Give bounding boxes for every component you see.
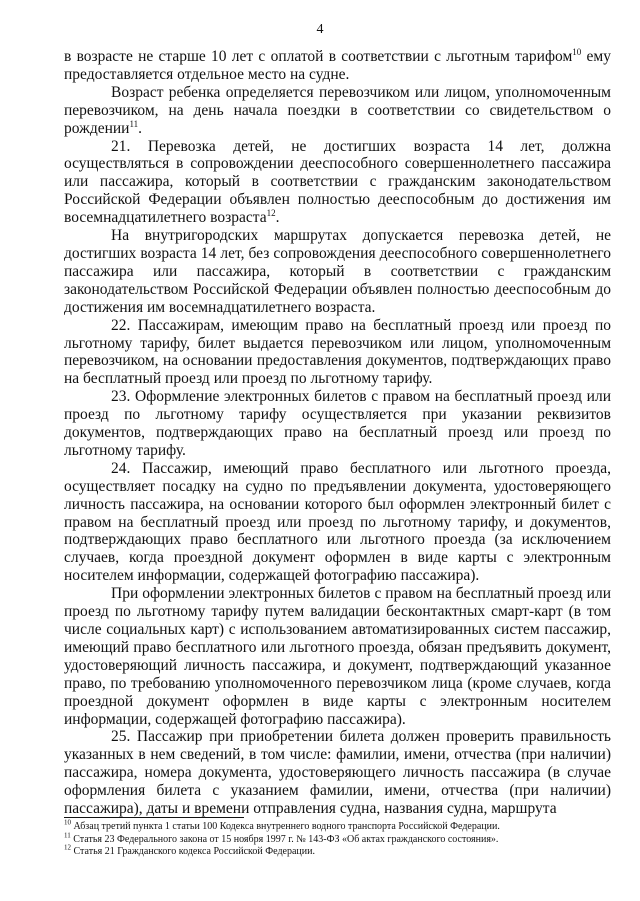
document-body: [64, 48, 611, 818]
paragraph-text: 22. Пассажирам, имеющим право на бесплатный проезд или проезд по льготному тарифу, билет выдается перевозчиком или лицом, уполномоченным перевозчиком, на основании предоставления документов, подтверждающих право на бесплатный проезд или проезд по льготному тарифу.: [64, 316, 611, 388]
footnote-mark: 10: [64, 818, 71, 827]
paragraph-text: 21. Перевозка детей, не достигших возраста 14 лет, должна осуществляться в сопровождении дееспособного совершеннолетнего пассажира или пассажира, который в соответствии с гражданским законодательством Российской Федерации объявлен полностью дееспособным до достижения им восемнадцатилетнего возраста: [64, 137, 611, 227]
footnote: [64, 831, 611, 847]
footnote: [64, 843, 611, 859]
paragraph-text: На внутригородских маршрутах допускается перевозка детей, не достигших возраста 14 лет, без сопровождения дееспособного совершеннолетнего пассажира или пассажира, который в соответствии с гражданским законодательством Российской Федерации объявлен полностью дееспособным до достижения им восемнадцатилетнего возраста.: [64, 227, 611, 316]
paragraph-text: .: [275, 209, 280, 227]
paragraph: [64, 138, 611, 228]
paragraph-text: 25. Пассажир при приобретении билета должен проверить правильность указанных в нем сведений, в том числе: фамилии, имени, отчества (при наличии) пассажира, номера документа, удостоверяющего личность пассажира (в случае оформления билета с указанием фамилии, имени, отчества (при наличии) пассажира), даты и времени отправления судна, названия судна, маршрута: [64, 728, 611, 818]
footnotes: [64, 818, 611, 859]
footnote-text: Статья 23 Федерального закона от 15 ноября 1997 г. № 143-ФЗ «Об актах гражданского состояния».: [70, 833, 499, 845]
paragraph-text: Возраст ребенка определяется перевозчиком или лицом, уполномоченным перевозчиком, на день начала поездки в соответствии со свидетельством о рождении: [64, 83, 611, 137]
footnote-mark: 11: [64, 831, 71, 840]
footnote-mark: 12: [64, 843, 71, 852]
paragraph: [64, 728, 611, 818]
page-number: 4: [316, 22, 324, 37]
footnote-reference: 10: [572, 46, 582, 57]
paragraph-text: При оформлении электронных билетов с правом на бесплатный проезд или проезд по льготному тарифу путем валидации бесконтактных смарт-карт (в том числе социальных карт) с использованием автоматизированных систем пассажир, имеющий право бесплатного или льготного проезда, обязан предъявить документ, удостоверяющий личность пассажира, и документ, подтверждающий указанное право, по требованию уполномоченного перевозчиком лица (кроме случаев, когда проездной документ оформлен в виде карты с электронным носителем информации, содержащей фотографию пассажира).: [64, 585, 611, 728]
paragraph-text: 23. Оформление электронных билетов с правом на бесплатный проезд или проезд по льготному тарифу осуществляется при указании реквизитов документов, подтверждающих право на бесплатный проезд или проезд по льготному тарифу.: [64, 388, 611, 459]
paragraph-text: .: [138, 119, 143, 137]
footnote-reference: 12: [266, 208, 276, 218]
footnote-reference: 11: [129, 118, 139, 129]
footnote-text: Абзац третий пункта 1 статьи 100 Кодекса внутреннего водного транспорта Российской Федерации.: [71, 821, 500, 832]
paragraph-text: в возрасте не старше 10 лет с оплатой в соответствии с льготным тарифом: [64, 48, 573, 65]
footnote-text: Статья 21 Гражданского кодекса Российской Федерации.: [71, 846, 315, 858]
paragraph: [64, 227, 611, 317]
paragraph: [64, 317, 611, 389]
footnote-separator: [64, 817, 244, 818]
footnote: [64, 818, 611, 834]
paragraph: [64, 388, 611, 460]
paragraph-text: ему предоставляется отдельное место на судне.: [64, 48, 611, 83]
paragraph: [64, 585, 611, 728]
paragraph: [64, 48, 611, 84]
paragraph-text: 24. Пассажир, имеющий право бесплатного или льготного проезда, осуществляет посадку на судно по предъявлении документа, удостоверяющего личность пассажира, на основании которого был оформлен электронный билет с правом на бесплатный проезд или проезд по льготному тарифу, и документов, подтверждающих право бесплатного или льготного проезда (за исключением случаев, когда проездной документ оформлен в виде карты с электронным носителем информации, содержащей фотографию пассажира).: [64, 459, 611, 585]
paragraph: [64, 84, 611, 138]
paragraph: [64, 460, 611, 585]
